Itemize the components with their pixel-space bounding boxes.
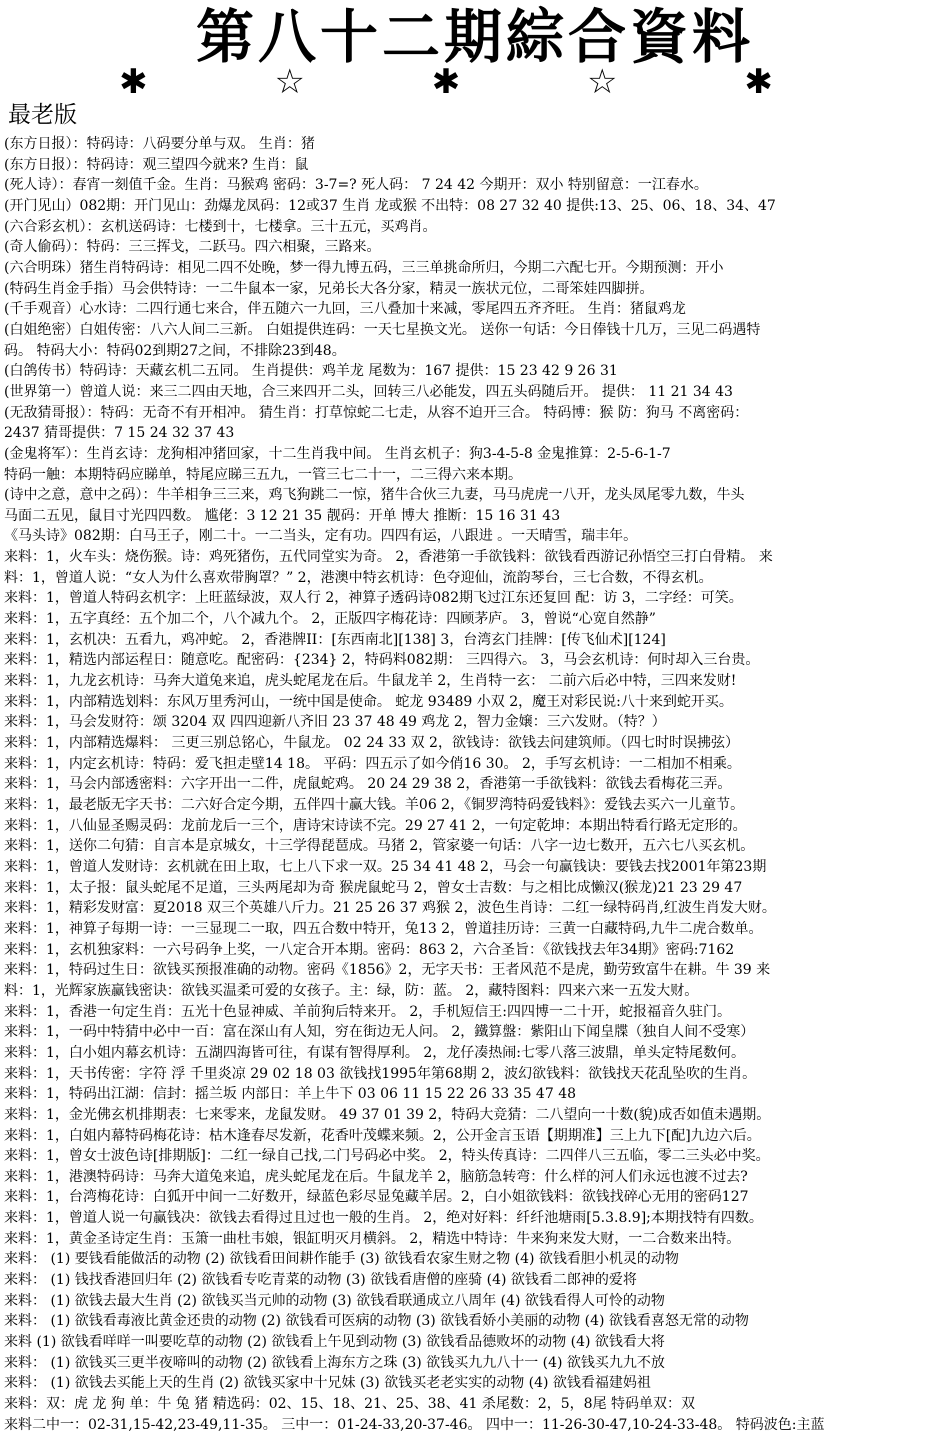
content-line: (无敌猜哥报）：特码：无奇不有开相冲。 猜生肖：打草惊蛇二七走，从容不迫开三合。 特码博：猴 防：狗马 不离密码： xyxy=(4,404,749,421)
content-line: 来料：1，神算子每期一诗：一三显现二一取，四五合数中特开，兔13 2，曾道挂历诗：三黄一白藏特码,九牛二虎合数单。 xyxy=(4,920,763,937)
content-line: 来料：1，特码过生日：欲钱买预报准确的动物。密码《1856》2，无字天书：王者风范不是虎，勤劳致富牛在耕。牛 39 来 xyxy=(4,962,771,979)
content-line: 来料：1，内定玄机诗：特码：爱飞担走壁14 18。 平码：四五示了如今俏16 30。 2，手写玄机诗：一二相加不相乘。 xyxy=(4,755,741,772)
content-line: 来料：1，马会内部透密料：六字开出一二件，虎鼠蛇鸡。 20 24 29 38 2，香港第一手欲钱料：欲钱去看梅花三弄。 xyxy=(4,776,732,793)
content-line: 来料： (1) 欲钱去买能上天的生肖 (2) 欲钱买家中十兄妹 (3) 欲钱买老老实实的动物 (4) 欲钱看福建妈祖 xyxy=(4,1375,651,1392)
content-line: 特码一触：本期特码应睇单，特尾应睇三五九，一管三七二十一，二三得六来本期。 xyxy=(4,466,522,483)
content-line: 来料：1，火车头：烧伤猴。诗：鸡死猪伤，五代同堂实为奇。 2，香港第一手欲钱料：欲钱看西游记孙悟空三打白骨精。 来 xyxy=(4,549,773,566)
content-line: 来料：1，送你二句猜：自言本是京城女，十三学得琵琶成。马猪 2，管家婆一句话：八字一边七数开，五六七八买玄机。 xyxy=(4,838,755,855)
content-line: 来料：1，曾道人发财诗：玄机就在田上取，七上八下求一双。25 34 41 48 2，马会一句赢钱诀：要钱去找2001年第23期 xyxy=(4,858,767,875)
content-line: 料：1，光辉家族赢钱密诀：欲钱买温柔可爱的女孩子。主：绿，防：蓝。 2，藏特图料：四来六来一五发大财。 xyxy=(4,982,699,999)
content-line: 马面二五见，鼠目寸光四四数。 尴佬：3 12 21 35 靓码：开单 博大 推断：15 16 31 43 xyxy=(4,507,561,524)
content-line: 来料：1，天书传密：字符 浮 千里炎凉 29 02 18 03 欲钱找1995年第68期 2，波幻欲钱料：欲钱找天花乱坠吹的生肖。 xyxy=(4,1065,757,1082)
content-line: 来料：1，金光佛玄机排期表：七来零来，龙鼠发财。 49 37 01 39 2，特码大竞猜：二八望向一十数(貌)成否如值未遇期。 xyxy=(4,1106,771,1123)
content-line: 来料：1，马会发财符：颂 3204 双 四四迎新八齐旧 23 37 48 49 鸡龙 2，智力金嬢：三六发财。（特？） xyxy=(4,714,666,731)
content-line: 来料：1，港澳特码诗：马奔大道兔来追，虎头蛇尾龙在后。牛鼠龙羊 2，脑筋急转弯：什么样的河人们永远也渡不过去? xyxy=(4,1168,748,1185)
content-line: 码。 特码大小：特码02到期27之间，不排除23到48。 xyxy=(4,342,346,359)
content-line: 来料：1，曾女士波色诗[排期版]：二红一绿自己找,二门号码必中奖。 2，特头传真诗：二四伴八三五临，零二三头必中奖。 xyxy=(4,1148,770,1165)
content-line: 来料 (1) 欲钱看咩咩一叫要吃草的动物 (2) 欲钱看上午见到动物 (3) 欲钱看品德败坏的动物 (4) 欲钱看大将 xyxy=(4,1334,665,1351)
content-line: 来料：1，太子报：鼠头蛇尾不足道，三头两尾却为奇 猴虎鼠蛇马 2，曾女士吉数：与之相比成懒汉(猴龙)21 23 29 47 xyxy=(4,879,743,896)
content-line: 来料：1，内部精选划料：东风万里秀河山，一统中国是使命。 蛇龙 93489 小双 2，魔王对彩民说:八十来到蛇开买。 xyxy=(4,693,733,710)
content-line: 来料：1，精彩发财富：夏2018 双三个英雄八斤力。21 25 26 37 鸡猴 2，波色生肖诗：二红一绿特码肖,红波生肖发大财。 xyxy=(4,900,776,917)
content-line: (东方日报）：特码诗：八码要分单与双。 生肖：猪 xyxy=(4,136,315,152)
content-line: 来料：1，最老版无字天书：二六好合定今期，五伴四十赢大钱。羊06 2，《铜罗湾特码爱钱料》：爱钱去买六一儿童节。 xyxy=(4,797,745,813)
content-line: 来料： (1) 欲钱买三更半夜啼叫的动物 (2) 欲钱看上海东方之珠 (3) 欲钱买九九八十一 (4) 欲钱买九九不放 xyxy=(4,1354,665,1371)
content-line: 来料：1，五字真经：五个加二个，八个减九个。 2，正版四字梅花诗：四顾茅庐。 3，曾说“心宽自然静” xyxy=(4,611,656,628)
content-line: (死人诗）：春宵一刻值千金。生肖：马猴鸡 密码：3-7=? 死人码： 7 24 42 今期开：双小 特别留意：一江春水。 xyxy=(4,177,708,194)
content-line: 来料： (1) 钱找香港回归年 (2) 欲钱看专吃青菜的动物 (3) 欲钱看唐僧的座骑 (4) 欲钱看二郎神的爱将 xyxy=(4,1272,637,1289)
content-line: (白姐绝密）白姐传密：八六人间二三新。 白姐提供连码：一天七星换文光。 送你一句话：今日俸钱十几万，三见二码遇特 xyxy=(4,321,761,338)
content-line: (六合明珠）猪生肖特码诗：相见二四不处晚，梦一得九博五码，三三单挑命所归，今期二六配七开。今期预测：开小 xyxy=(4,259,724,276)
content-line: 来料：1，曾道人说一句赢钱决：欲钱去看得过且过也一般的生肖。 2，绝对好料：纤纤池塘雨[5.3.8.9];本期找特有四数。 xyxy=(4,1210,763,1227)
content-line: 来料：双：虎 龙 狗 单：牛 兔 猪 精选码：02、15、18、21、25、38、41 杀尾数：2，5，8尾 特码单双：双 xyxy=(4,1396,696,1413)
content-line: 来料： (1) 欲钱去最大生肖 (2) 欲钱买当元帅的动物 (3) 欲钱看联通成立八周年 (4) 欲钱看得人可怜的动物 xyxy=(4,1292,665,1309)
content-line: 来料：1，九龙玄机诗：马奔大道兔来追，虎头蛇尾龙在后。牛鼠龙羊 2，生肖特一玄： 二前六后必中特，三四来发财! xyxy=(4,673,737,690)
content-line: 来料：1，特码出江湖：信封：摇兰坂 内部日：羊上牛下 03 06 11 15 22 26 33 35 47 48 xyxy=(4,1086,577,1103)
content-line: 来料：1，白小姐内幕玄机诗：五湖四海皆可往，有谋有智得厚利。 2，龙仔凑热闹:七零八落三波鼎，单头定特尾数何。 xyxy=(4,1044,745,1061)
content-line: (白鸽传书）特码诗：天藏玄机二五同。 生肖提供：鸡羊龙 尾数为：167 提供：15 23 42 9 26 31 xyxy=(4,363,618,380)
content-line: 来料： (1) 要钱看能做活的动物 (2) 欲钱看田间耕作能手 (3) 欲钱看农家生财之物 (4) 欲钱看胆小机灵的动物 xyxy=(4,1251,679,1268)
content-line: 来料：1，玄机独家料：一六号码争上奖，一八定合开本期。密码：863 2，六合圣旨：《欲钱找去年34期》密码:7162 xyxy=(4,941,735,958)
content-line: 来料：1，台湾梅花诗：白狐开中间一二好数开，绿蓝色彩尽显兔藏羊居。2，白小姐欲钱料：欲钱找碎心无用的密码127 xyxy=(4,1189,749,1206)
content-line: (千手观音）心水诗：二四行通七来合，伴五随六一九回，三八叠加十来减，零尾四五齐齐旺。 生肖：猪鼠鸡龙 xyxy=(4,301,686,318)
star-divider: ✱ ☆ ✱ ☆ ✱ xyxy=(119,62,831,102)
content-line: 来料：1，香港一句定生肖：五光十色显神威、羊前狗后特来开。 2，手机短信王:四四博一二十开，蛇报福音久驻门。 xyxy=(4,1003,731,1020)
content-line: 来料：1，内部精选爆料： 三更三别总铭心，牛鼠龙。 02 24 33 双 2，欲钱诗：欲钱去问建筑师。（四七时时误拂弦） xyxy=(4,735,739,752)
content-line: 来料：1，白姐内幕特码梅花诗：枯木逢春尽发新，花香叶茂蝶来频。2，公开金言玉语【期期准】三上九下[配]九边六后。 xyxy=(4,1127,761,1144)
content-line: (诗中之意，意中之码）：牛羊相争三三来，鸡飞狗跳二一惊，猪牛合伙三九妻，马马虎虎一八开，龙头凤尾零九数，牛头 xyxy=(4,487,745,504)
content-line: (开门见山）082期：开门见山：劲爆龙凤码：12或37 生肖 龙或猴 不出特：08 27 32 40 提供:13、25、06、18、34、47 xyxy=(4,197,776,214)
content-line: 来料： (1) 欲钱看毒液比黄金还贵的动物 (2) 欲钱看可医病的动物 (3) 欲钱看娇小美丽的动物 (4) 欲钱看喜怒无常的动物 xyxy=(4,1313,749,1330)
content-line: (金鬼将军）：生肖玄诗：龙狗相冲猪回家，十二生肖我中间。 生肖玄机子：狗3-4-5-8 金鬼推算：2-5-6-1-7 xyxy=(4,445,671,462)
content-line: 来料：1，八仙显圣赐灵码：龙前龙后一三个，唐诗宋诗读不完。29 27 41 2，一句定乾坤：本期出特看行路无定形的。 xyxy=(4,817,747,834)
content-lines xyxy=(4,134,946,1435)
content-line: 来料：1，一码中特猜中必中一百：富在深山有人知，穷在街边无人问。 2，鐵算盤：紫阳山下闻皇牒（独自人间不受寒） xyxy=(4,1024,755,1041)
content-line: 《马头诗》082期：白马王子，刚二十。一二当头，定有功。四四有运，八跟进 。一天晴雪，瑞丰年。 xyxy=(4,528,638,545)
content-line: (特码生肖金手指）马会供特诗：一二牛鼠本一家，兄弟长大各分家，精灵一族状元位，二哥笨娃四脚拼。 xyxy=(4,280,654,297)
content-line: 料：1，曾道人说：“女人为什么喜欢带胸罩？” 2，港澳中特玄机诗：色夺迎仙，流韵琴台，三七合数，不得玄机。 xyxy=(4,569,713,586)
content-line: 2437 猜哥提供：7 15 24 32 37 43 xyxy=(4,425,235,442)
content-line: 来料二中一：02-31,15-42,23-49,11-35。 三中一：01-24-33,20-37-46。 四中一：11-26-30-47,10-24-33-48。 特码波色:主蓝 xyxy=(4,1416,825,1433)
content-line: 来料：1，玄机决：五看九，鸡冲蛇。 2，香港牌II：[东西南北][138] 3，台湾玄门挂牌：[传飞仙术][124] xyxy=(4,631,666,648)
content-line: (世界第一）曾道人说：来三二四由天地，合三来四开二头，回转三八必能发，四五头码随后开。 提供： 11 21 34 43 xyxy=(4,383,733,400)
content-line: (奇人偷码）：特码：三三挥戈，二跃马。四六相聚，三路来。 xyxy=(4,239,381,256)
content-line: 来料：1，曾道人特码玄机字：上旺蓝绿波，双人行 2，神算子透码诗082期飞过江东还复回 配：访 3，二字经：可笑。 xyxy=(4,590,743,607)
edition-label: 最老版 xyxy=(8,102,77,128)
content-line: 来料：1，黄金圣诗定生肖：玉箫一曲杜韦娘，银缸明灭月横斜。 2，精选中特诗：牛来狗来发大财，一二合数来出特。 xyxy=(4,1230,741,1247)
content-line: 来料：1，精选内部运程日：随意吃。配密码：{234} 2，特码料082期： 三四得六。 3，马会玄机诗：何时却入三台贵。 xyxy=(4,652,760,669)
content-line: (六合彩玄机）：玄机送码诗：七楼到十，七楼拿。三十五元，买鸡肖。 xyxy=(4,218,437,235)
content-line: (东方日报）：特码诗：观三望四今就来? 生肖：鼠 xyxy=(4,156,309,173)
page-title: 第八十二期綜合資料 xyxy=(195,3,754,71)
